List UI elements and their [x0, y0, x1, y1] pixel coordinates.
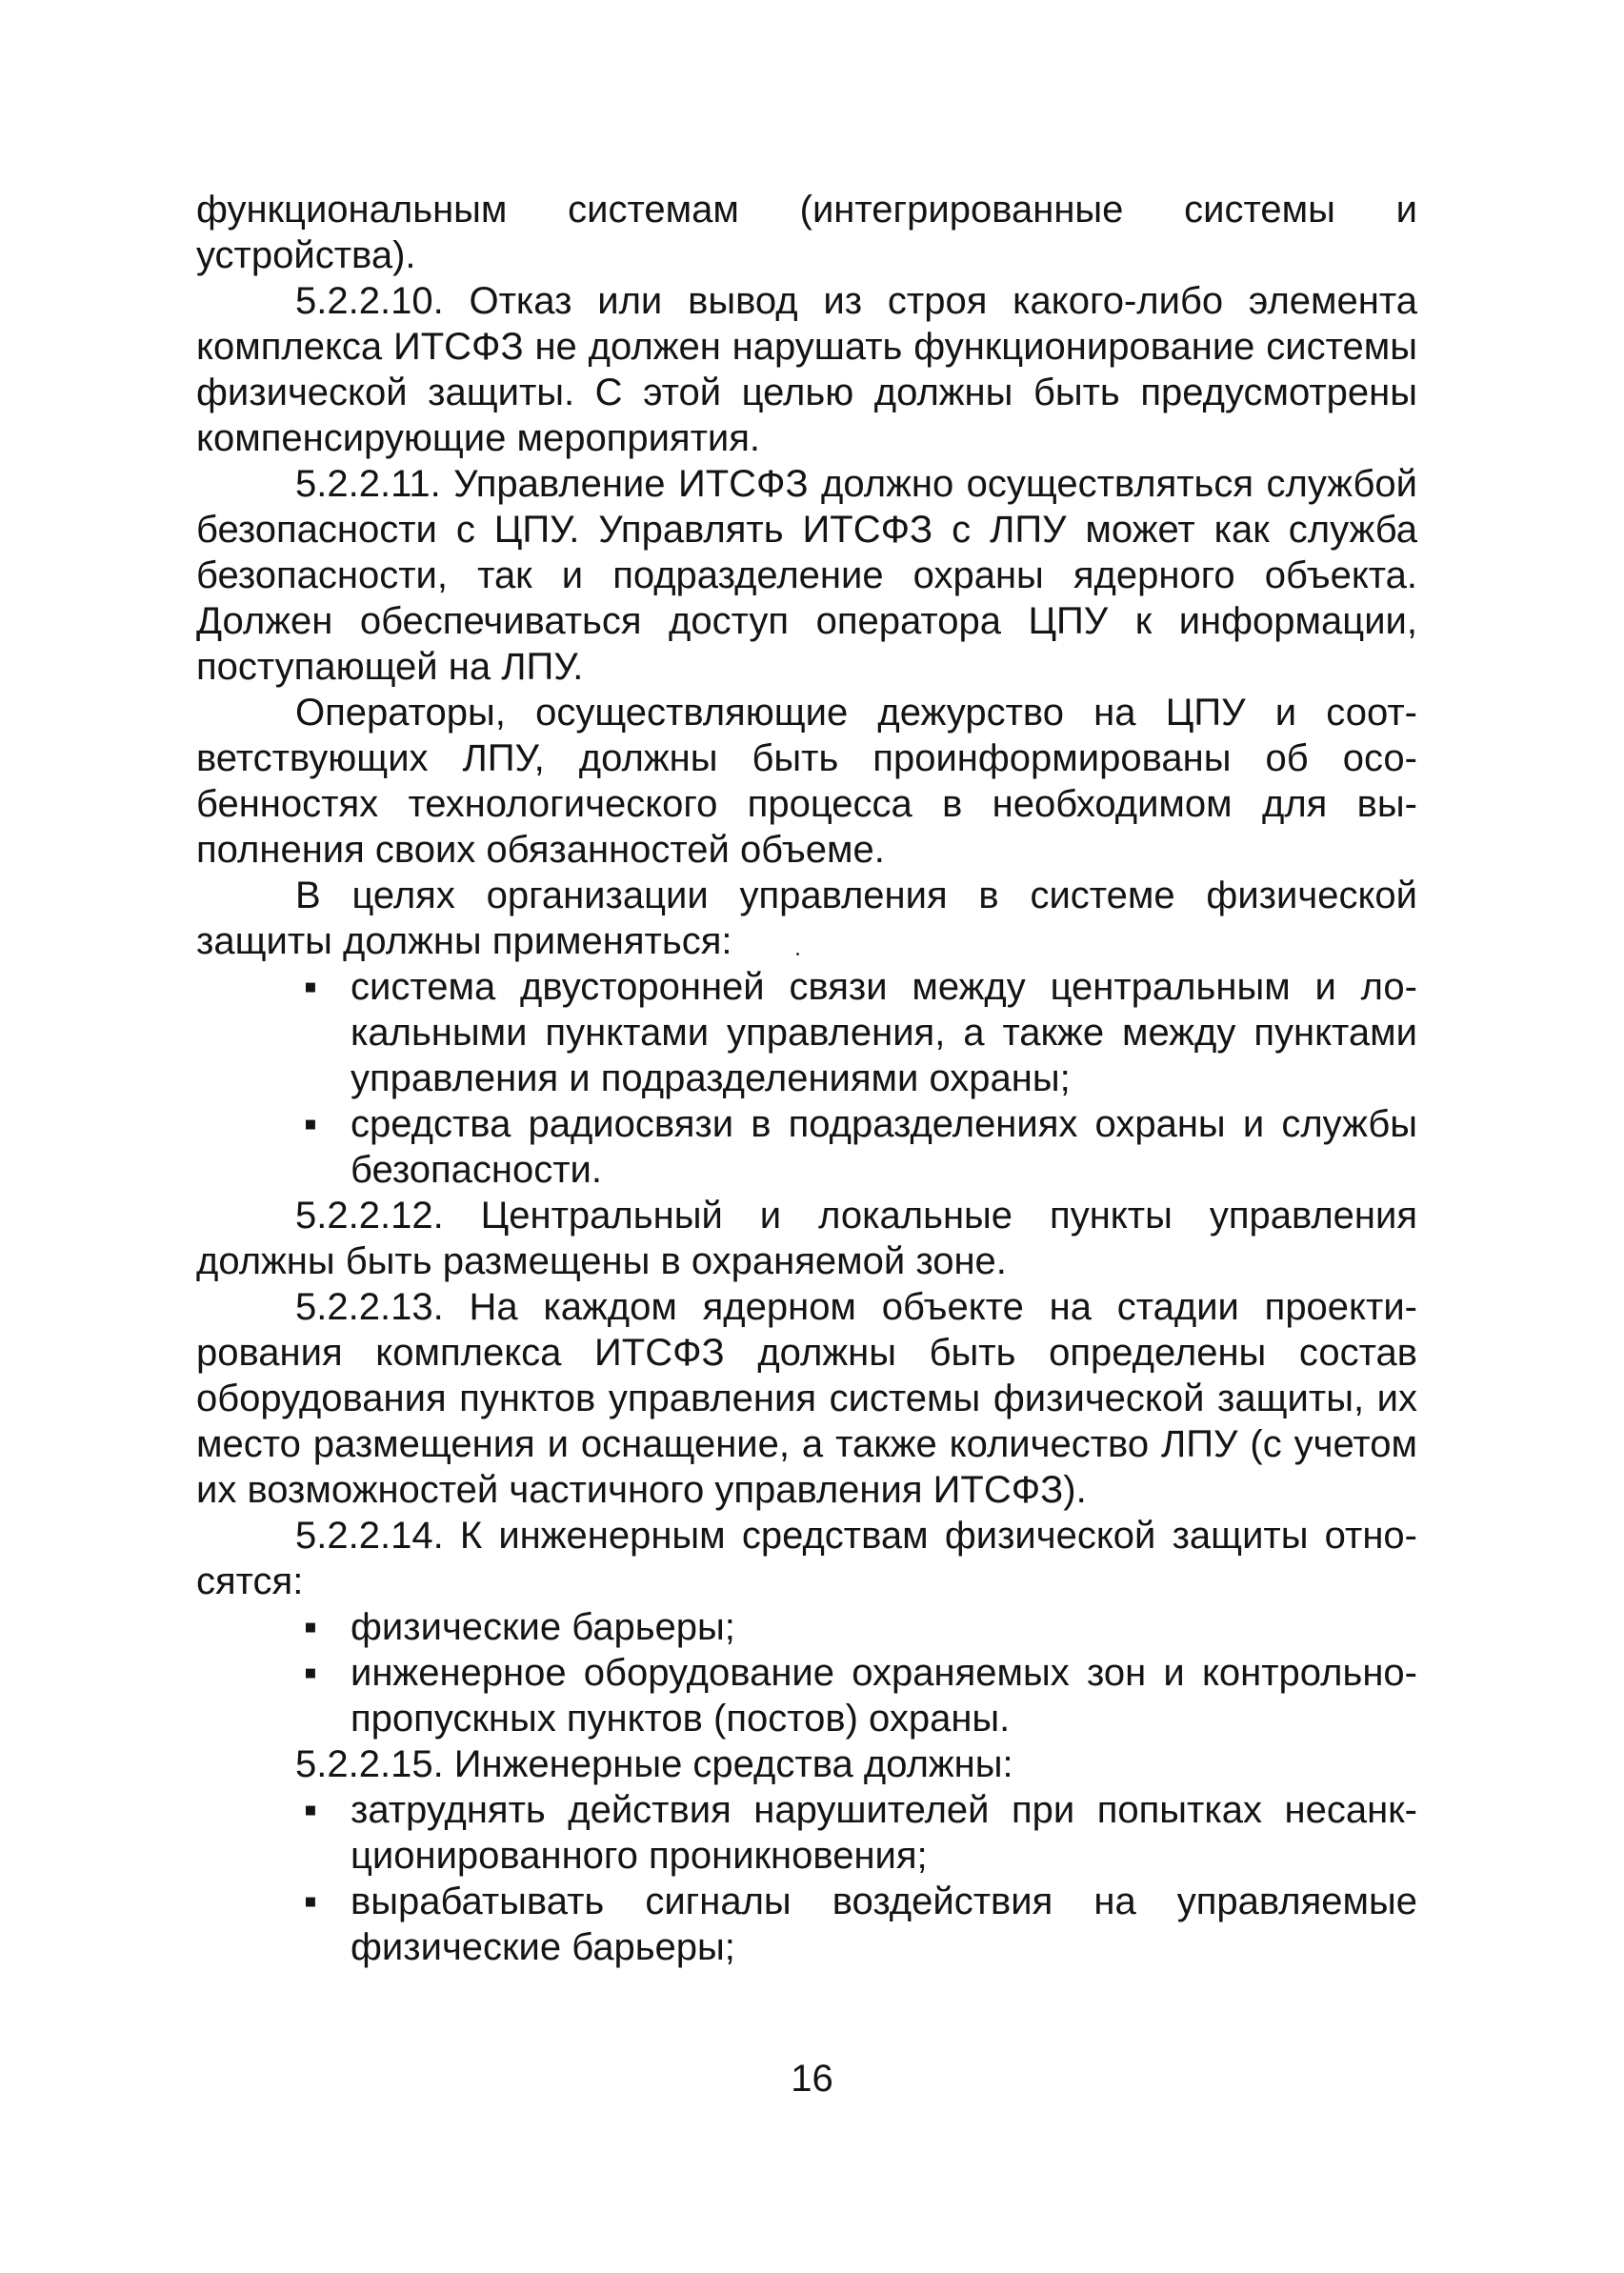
page-number: 16 [791, 2058, 833, 2100]
paragraph-continuation: функциональным системам (интегрированные системы и устройства). [196, 189, 1417, 276]
list-item-text: физические барьеры; [351, 1606, 735, 1648]
bullet-icon: ▪ [303, 1103, 318, 1145]
list-item [196, 1604, 1417, 1650]
paragraph-control-means-intro: В целях организации управления в системе физической защиты должны применяться: [196, 875, 1417, 962]
paragraph-5-2-2-12: 5.2.2.12. Центральный и локальные пункты управления должны быть размещены в охраняемой зоне. [196, 1195, 1417, 1282]
paragraph-5-2-2-11: 5.2.2.11. Управление ИТСФЗ должно осуществляться службой безопасности с ЦПУ. Управлять ИТСФЗ с ЛПУ может как служба безопасности, так и подразделение охраны ядерного объекта. Должен обеспечиваться доступ оператора ЦПУ к информации, поступающей на ЛПУ. [196, 463, 1417, 688]
scan-speck [796, 953, 799, 955]
list-item [196, 1879, 1417, 1970]
list-item [196, 1787, 1417, 1879]
list-item [196, 1650, 1417, 1741]
paragraph-5-2-2-10: 5.2.2.10. Отказ или вывод из строя какого-либо элемента комплекса ИТСФЗ не должен нарушать функционирование системы физической защиты. С этой целью должны быть предусмотрены компенсирующие мероприятия. [196, 280, 1417, 459]
paragraph-5-2-2-15: 5.2.2.15. Инженерные средства должны: [295, 1743, 1013, 1785]
list-item-text: система двусторонней связи между центральным и локальными пунктами управления, а также между пунктами управления и подразделениями охраны; [351, 966, 1417, 1099]
bullet-icon: ▪ [303, 1606, 318, 1648]
bullet-icon: ▪ [303, 1881, 318, 1922]
list-item-text: вырабатывать сигналы воздействия на управляемые физические барьеры; [351, 1881, 1417, 1968]
list-item [196, 1101, 1417, 1193]
bullet-icon: ▪ [303, 966, 318, 1008]
bullet-icon: ▪ [303, 1789, 318, 1831]
paragraph-operators: Операторы, осуществляющие дежурство на ЦПУ и соответствующих ЛПУ, должны быть проинформированы об особенностях технологического процесса в необходимом для выполнения своих обязанностей объеме. [196, 692, 1417, 871]
bullet-list-engineering-means [196, 1604, 1417, 1741]
paragraph-5-2-2-14: 5.2.2.14. К инженерным средствам физической защиты относятся: [196, 1515, 1417, 1602]
list-item [196, 964, 1417, 1101]
paragraph-5-2-2-13: 5.2.2.13. На каждом ядерном объекте на стадии проектирования комплекса ИТСФЗ должны быть определены состав оборудования пунктов управления системы физической защиты, их место размещения и оснащение, а также количество ЛПУ (с учетом их возможностей частичного управления ИТСФЗ). [196, 1286, 1417, 1511]
bullet-icon: ▪ [303, 1652, 318, 1694]
list-item-text: инженерное оборудование охраняемых зон и контрольно-пропускных пунктов (постов) охраны. [351, 1652, 1417, 1740]
list-item-text: средства радиосвязи в подразделениях охраны и службы безопасности. [351, 1103, 1417, 1191]
document-body [196, 187, 1417, 1970]
bullet-list-requirements [196, 1787, 1417, 1970]
list-item-text: затруднять действия нарушителей при попытках несанкционированного проникновения; [351, 1789, 1417, 1877]
bullet-list-communication [196, 964, 1417, 1193]
